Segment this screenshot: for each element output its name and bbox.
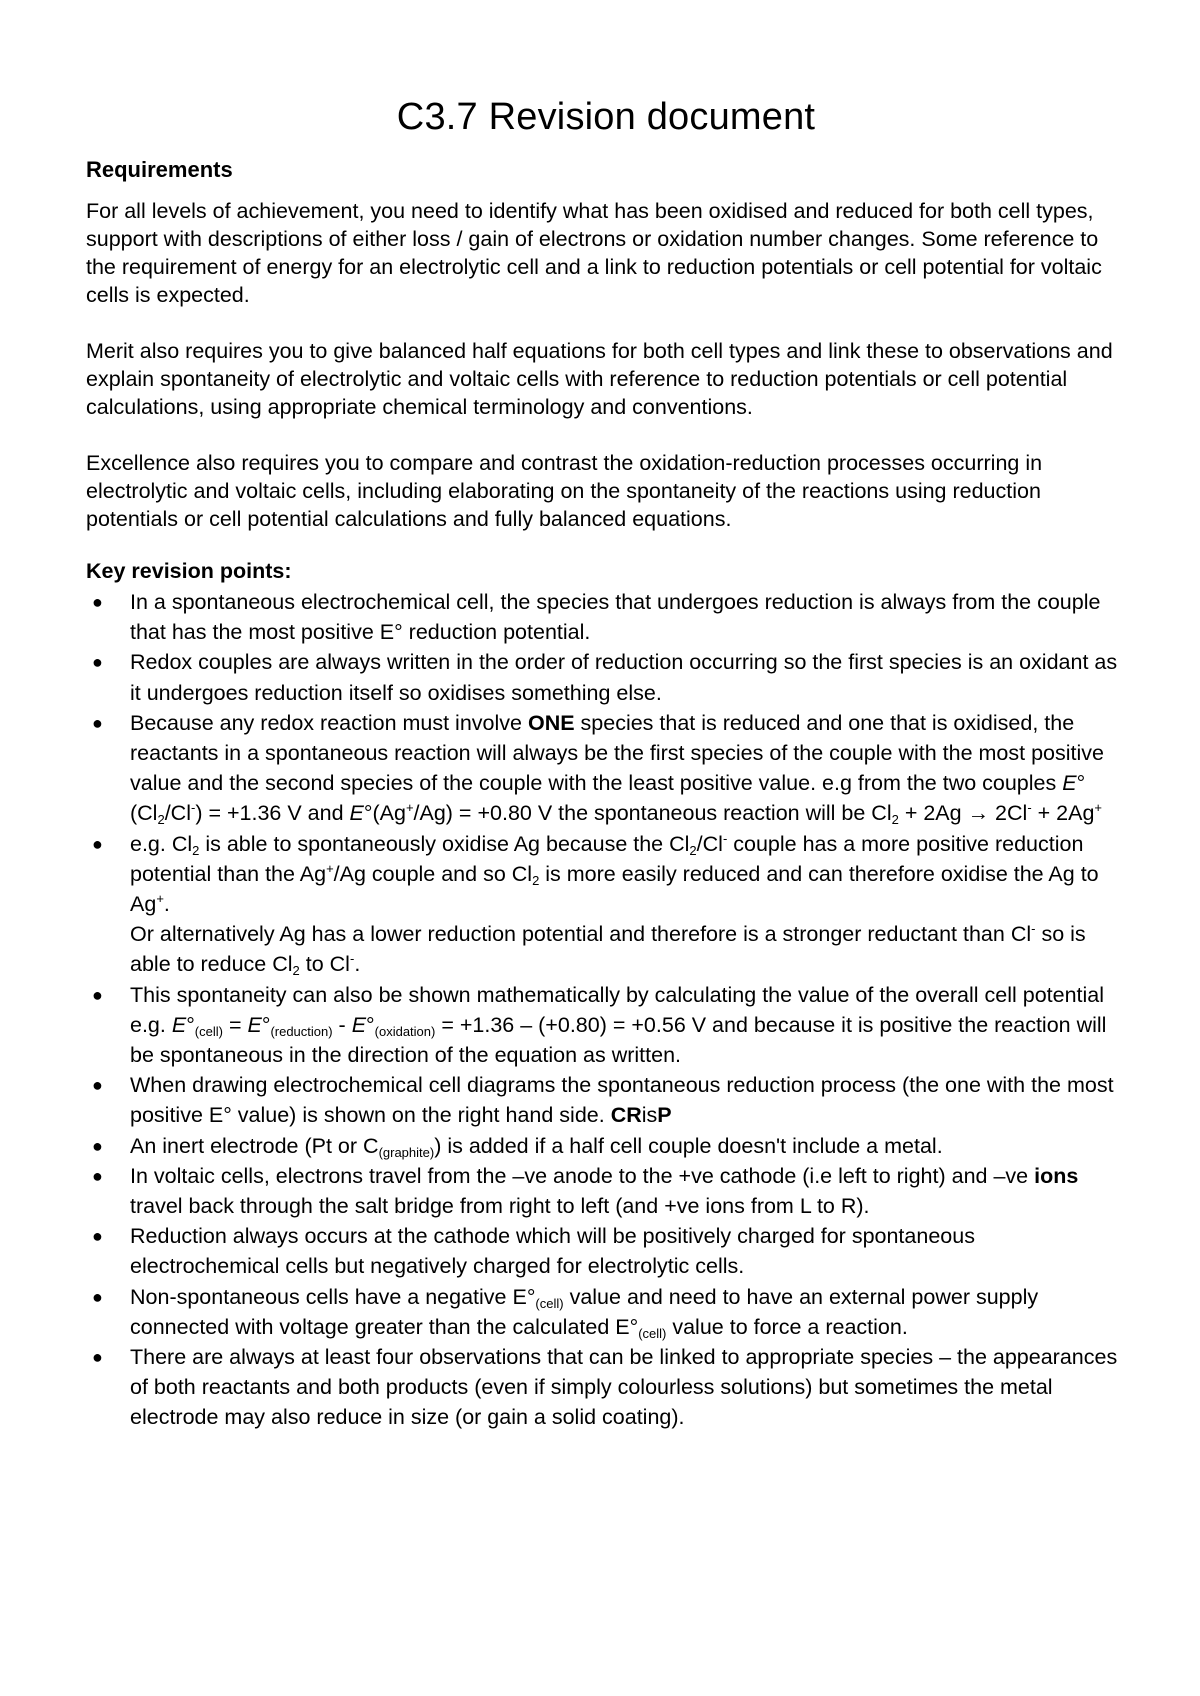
subscript: 2 xyxy=(157,812,165,828)
superscript: + xyxy=(156,891,164,907)
point-text: /Cl xyxy=(696,831,723,856)
point-text: Redox couples are always written in the order of reduction occurring so the first species is an oxidant as it undergoes reduction itself so oxidises something else. xyxy=(130,650,1118,705)
point-text: °(Ag xyxy=(363,801,406,826)
bullet-icon: ● xyxy=(92,652,103,673)
superscript: - xyxy=(722,830,728,846)
degree-symbol: ° xyxy=(366,1012,375,1037)
document-title: C3.7 Revision document xyxy=(396,96,816,138)
point-text: e.g. Cl xyxy=(130,831,193,856)
subscript: (cell) xyxy=(535,1295,564,1311)
list-item xyxy=(86,1070,1126,1130)
subscript: (cell) xyxy=(638,1325,667,1341)
requirements-paragraph-merit: Merit also requires you to give balanced half equations for both cell types and link these to observations and explain spontaneity of electrolytic and voltaic cells with reference to reduction potentials or cell potential calculations, using appropriate chemical terminology and conventions. xyxy=(86,339,1113,419)
point-text: . xyxy=(354,952,361,977)
list-item xyxy=(86,647,1126,707)
subscript: (reduction) xyxy=(270,1023,333,1039)
arrow-icon: → xyxy=(967,801,990,826)
mnemonic-cr: CR xyxy=(610,1103,642,1128)
list-item xyxy=(86,708,1126,829)
subscript: (graphite) xyxy=(378,1144,435,1160)
bullet-icon: ● xyxy=(92,1226,103,1247)
list-item xyxy=(86,980,1126,1071)
list-item xyxy=(86,1161,1126,1221)
subscript: 2 xyxy=(891,812,899,828)
point-text: Because any redox reaction must involve xyxy=(130,710,528,735)
bullet-icon: ● xyxy=(92,592,103,612)
superscript: - xyxy=(190,800,196,816)
point-text: /Ag couple and so Cl xyxy=(333,861,533,886)
point-text: 2Cl xyxy=(989,801,1028,826)
superscript: + xyxy=(405,800,414,816)
subscript: 2 xyxy=(532,872,540,888)
superscript: - xyxy=(349,951,355,967)
point-text: is able to spontaneously oxidise Ag because the Cl xyxy=(199,831,690,856)
bullet-icon: ● xyxy=(92,1135,103,1156)
point-text: This spontaneity can also be shown mathematically by calculating the value of the overall cell potential e.g. xyxy=(130,982,1105,1037)
point-text: value to force a reaction. xyxy=(666,1314,908,1339)
requirements-paragraph-achieved: For all levels of achievement, you need to identify what has been oxidised and reduced for both cell types, support with descriptions of either loss / gain of electrons or oxidation number changes. Some reference to the requirement of energy for an electrolytic cell and a link to reduction potentials or cell potential for voltaic cells is expected. xyxy=(86,199,1102,307)
symbol-e: E xyxy=(349,801,364,826)
superscript: + xyxy=(326,860,334,876)
subscript: (cell) xyxy=(194,1023,223,1039)
point-text: value and need to have an external power supply connected with voltage greater than the calculated E° xyxy=(130,1284,1039,1339)
superscript: - xyxy=(1027,800,1032,816)
list-item xyxy=(86,587,1126,647)
list-item xyxy=(86,1342,1126,1433)
list-item xyxy=(86,1221,1126,1281)
degree-symbol: ° xyxy=(186,1012,195,1037)
point-text: so is able to reduce Cl xyxy=(130,922,1086,977)
key-revision-list xyxy=(86,587,1126,1433)
bullet-icon: ● xyxy=(92,1165,103,1186)
point-text: is more easily reduced and can therefore oxidise the Ag to Ag xyxy=(130,861,1099,917)
subscript: 2 xyxy=(192,842,200,858)
point-text: ) = +1.36 V and xyxy=(195,801,350,826)
bullet-icon: ● xyxy=(92,984,103,1005)
point-text: = +1.36 – (+0.80) = +0.56 V and because it is positive the reaction will be spontaneous in the direction of the equation as written. xyxy=(130,1012,1107,1068)
point-text: In voltaic cells, electrons travel from the –ve anode to the +ve cathode (i.e left to right) and –ve xyxy=(130,1163,1035,1188)
point-text: There are always at least four observations that can be linked to appropriate species – the appearances of both reactants and both products (even if simply colourless solutions) but sometimes the metal electrode may also reduce in size (or gain a solid coating). xyxy=(130,1345,1118,1430)
symbol-e: E xyxy=(351,1012,367,1037)
superscript: - xyxy=(1031,921,1036,937)
point-text: couple has a more positive reduction potential than the Ag xyxy=(130,831,1084,886)
subscript: (oxidation) xyxy=(374,1023,436,1039)
bullet-icon: ● xyxy=(92,833,103,854)
requirements-paragraph-excellence: Excellence also requires you to compare and contrast the oxidation-reduction processes occurring in electrolytic and voltaic cells, including elaborating on the spontaneity of the reactions using reduction potentials or cell potential calculations and fully balanced equations. xyxy=(86,451,1043,531)
point-text: - xyxy=(332,1012,352,1037)
point-text: When drawing electrochemical cell diagrams the spontaneous reduction process (the one with the most positive E° value) is shown on the right hand side. xyxy=(130,1073,1114,1128)
point-text: + 2Ag xyxy=(1031,801,1095,826)
mnemonic-is: is xyxy=(641,1103,658,1128)
symbol-e: E xyxy=(1062,771,1077,796)
point-text: Reduction always occurs at the cathode which will be positively charged for spontaneous electrochemical cells but negatively charged for electrolytic cells. xyxy=(130,1224,975,1279)
subscript: 2 xyxy=(689,842,697,858)
point-text: ) is added if a half cell couple doesn't include a metal. xyxy=(434,1133,943,1158)
point-text: to Cl xyxy=(299,952,350,977)
point-text: /Ag) = +0.80 V the spontaneous reaction will be Cl xyxy=(413,801,892,826)
symbol-e: E xyxy=(247,1012,262,1037)
point-text: /Cl xyxy=(164,801,191,826)
mnemonic-p: P xyxy=(657,1103,672,1128)
bullet-icon: ● xyxy=(92,1075,103,1096)
document-page xyxy=(86,96,1126,1433)
bullet-icon: ● xyxy=(92,1286,103,1307)
point-text: Non-spontaneous cells have a negative E° xyxy=(130,1284,536,1309)
bullet-icon: ● xyxy=(92,1347,103,1368)
point-text: travel back through the salt bridge from right to left (and +ve ions from L to R). xyxy=(130,1194,870,1219)
point-text: In a spontaneous electrochemical cell, the species that undergoes reduction is always from the couple that has the most positive E° reduction potential. xyxy=(130,590,1101,645)
point-text: An inert electrode (Pt or C xyxy=(130,1133,379,1158)
list-item xyxy=(86,1131,1126,1161)
point-text: + 2Ag xyxy=(898,801,968,826)
point-text: species that is reduced and one that is oxidised, the reactants in a spontaneous reaction will always be the first species of the couple with the most positive value and the second species of the couple with the least positive value. e.g from the two couples xyxy=(130,710,1104,796)
degree-symbol: ° xyxy=(261,1012,271,1037)
point-text: Or alternatively Ag has a lower reduction potential and therefore is a stronger reductant than Cl xyxy=(130,922,1032,947)
subscript: 2 xyxy=(292,963,300,979)
requirements-heading: Requirements xyxy=(86,157,233,182)
point-text: °(Cl xyxy=(130,771,1086,826)
symbol-e: E xyxy=(171,1012,187,1037)
key-revision-heading: Key revision points: xyxy=(86,559,292,583)
bullet-icon: ● xyxy=(92,712,103,733)
point-text: . xyxy=(163,892,170,917)
emphasis-ions: ions xyxy=(1034,1163,1079,1188)
emphasis-one: ONE xyxy=(527,710,575,735)
point-text: = xyxy=(222,1012,248,1037)
list-item xyxy=(86,1282,1126,1342)
superscript: + xyxy=(1094,800,1103,816)
list-item xyxy=(86,829,1126,980)
